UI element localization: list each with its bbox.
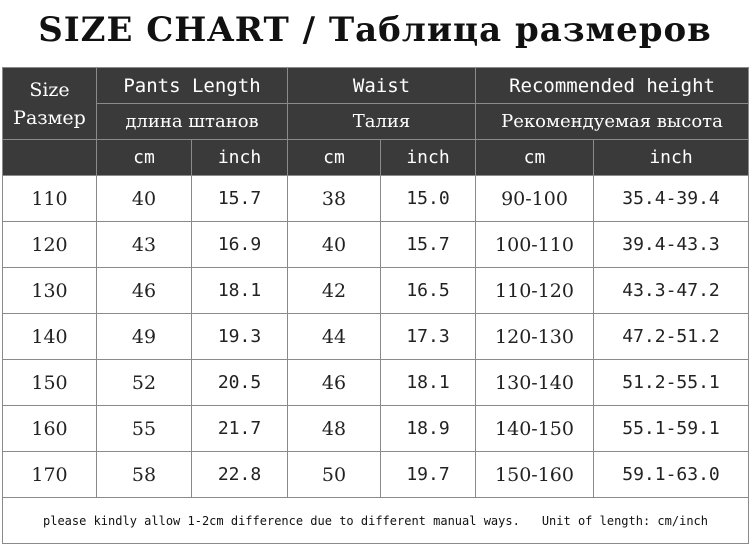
table-cell: 16.9 xyxy=(192,222,288,268)
table-cell: 120 xyxy=(3,222,97,268)
size-label-en: Size xyxy=(29,78,70,101)
pants-length-header-ru: длина штанов xyxy=(97,104,288,140)
table-cell: 15.7 xyxy=(192,176,288,222)
pants-length-header: Pants Length xyxy=(97,68,288,104)
footnote-text: please kindly allow 1-2cm difference due to different manual ways. xyxy=(43,513,520,528)
table-cell: 22.8 xyxy=(192,452,288,498)
size-column-header xyxy=(3,68,97,140)
unit-header: inch xyxy=(594,140,749,176)
table-row xyxy=(3,222,749,268)
table-cell: 130 xyxy=(3,268,97,314)
table-cell: 50 xyxy=(288,452,381,498)
table-cell: 51.2-55.1 xyxy=(594,360,749,406)
table-cell: 39.4-43.3 xyxy=(594,222,749,268)
table-row xyxy=(3,406,749,452)
table-cell: 48 xyxy=(288,406,381,452)
page-title: SIZE CHART / Таблица размеров xyxy=(38,10,712,50)
table-cell: 42 xyxy=(288,268,381,314)
table-cell: 35.4-39.4 xyxy=(594,176,749,222)
table-cell: 16.5 xyxy=(381,268,476,314)
table-cell: 18.9 xyxy=(381,406,476,452)
footnote xyxy=(3,498,749,544)
table-cell: 110 xyxy=(3,176,97,222)
table-row xyxy=(3,314,749,360)
table-cell: 150 xyxy=(3,360,97,406)
table-cell: 40 xyxy=(288,222,381,268)
unit-header: inch xyxy=(192,140,288,176)
table-cell: 17.3 xyxy=(381,314,476,360)
unit-header: cm xyxy=(288,140,381,176)
table-cell: 130-140 xyxy=(476,360,594,406)
table-cell: 21.7 xyxy=(192,406,288,452)
table-row xyxy=(3,360,749,406)
table-cell: 100-110 xyxy=(476,222,594,268)
table-row xyxy=(3,452,749,498)
table-cell: 140-150 xyxy=(476,406,594,452)
table-cell: 160 xyxy=(3,406,97,452)
table-cell: 55.1-59.1 xyxy=(594,406,749,452)
table-cell: 55 xyxy=(97,406,192,452)
table-cell: 150-160 xyxy=(476,452,594,498)
table-cell: 49 xyxy=(97,314,192,360)
unit-header: cm xyxy=(97,140,192,176)
empty-unit-cell xyxy=(3,140,97,176)
waist-header-ru: Талия xyxy=(288,104,476,140)
table-cell: 120-130 xyxy=(476,314,594,360)
table-cell: 43 xyxy=(97,222,192,268)
table-cell: 58 xyxy=(97,452,192,498)
table-cell: 46 xyxy=(288,360,381,406)
unit-note: Unit of length: cm/inch xyxy=(541,513,708,528)
recommended-height-header: Recommended height xyxy=(476,68,749,104)
table-cell: 19.7 xyxy=(381,452,476,498)
size-chart-table xyxy=(2,67,749,544)
table-body xyxy=(3,176,749,498)
unit-header: inch xyxy=(381,140,476,176)
table-cell: 140 xyxy=(3,314,97,360)
table-cell: 19.3 xyxy=(192,314,288,360)
table-cell: 59.1-63.0 xyxy=(594,452,749,498)
table-cell: 18.1 xyxy=(381,360,476,406)
table-cell: 47.2-51.2 xyxy=(594,314,749,360)
recommended-height-header-ru: Рекомендуемая высота xyxy=(476,104,749,140)
table-cell: 46 xyxy=(97,268,192,314)
table-cell: 18.1 xyxy=(192,268,288,314)
table-cell: 44 xyxy=(288,314,381,360)
table-cell: 40 xyxy=(97,176,192,222)
size-label-ru: Размер xyxy=(13,106,86,129)
table-cell: 52 xyxy=(97,360,192,406)
table-cell: 90-100 xyxy=(476,176,594,222)
table-cell: 38 xyxy=(288,176,381,222)
table-cell: 110-120 xyxy=(476,268,594,314)
table-row xyxy=(3,176,749,222)
table-cell: 20.5 xyxy=(192,360,288,406)
table-cell: 170 xyxy=(3,452,97,498)
table-cell: 15.0 xyxy=(381,176,476,222)
waist-header: Waist xyxy=(288,68,476,104)
table-cell: 15.7 xyxy=(381,222,476,268)
table-cell: 43.3-47.2 xyxy=(594,268,749,314)
unit-header: cm xyxy=(476,140,594,176)
table-row xyxy=(3,268,749,314)
